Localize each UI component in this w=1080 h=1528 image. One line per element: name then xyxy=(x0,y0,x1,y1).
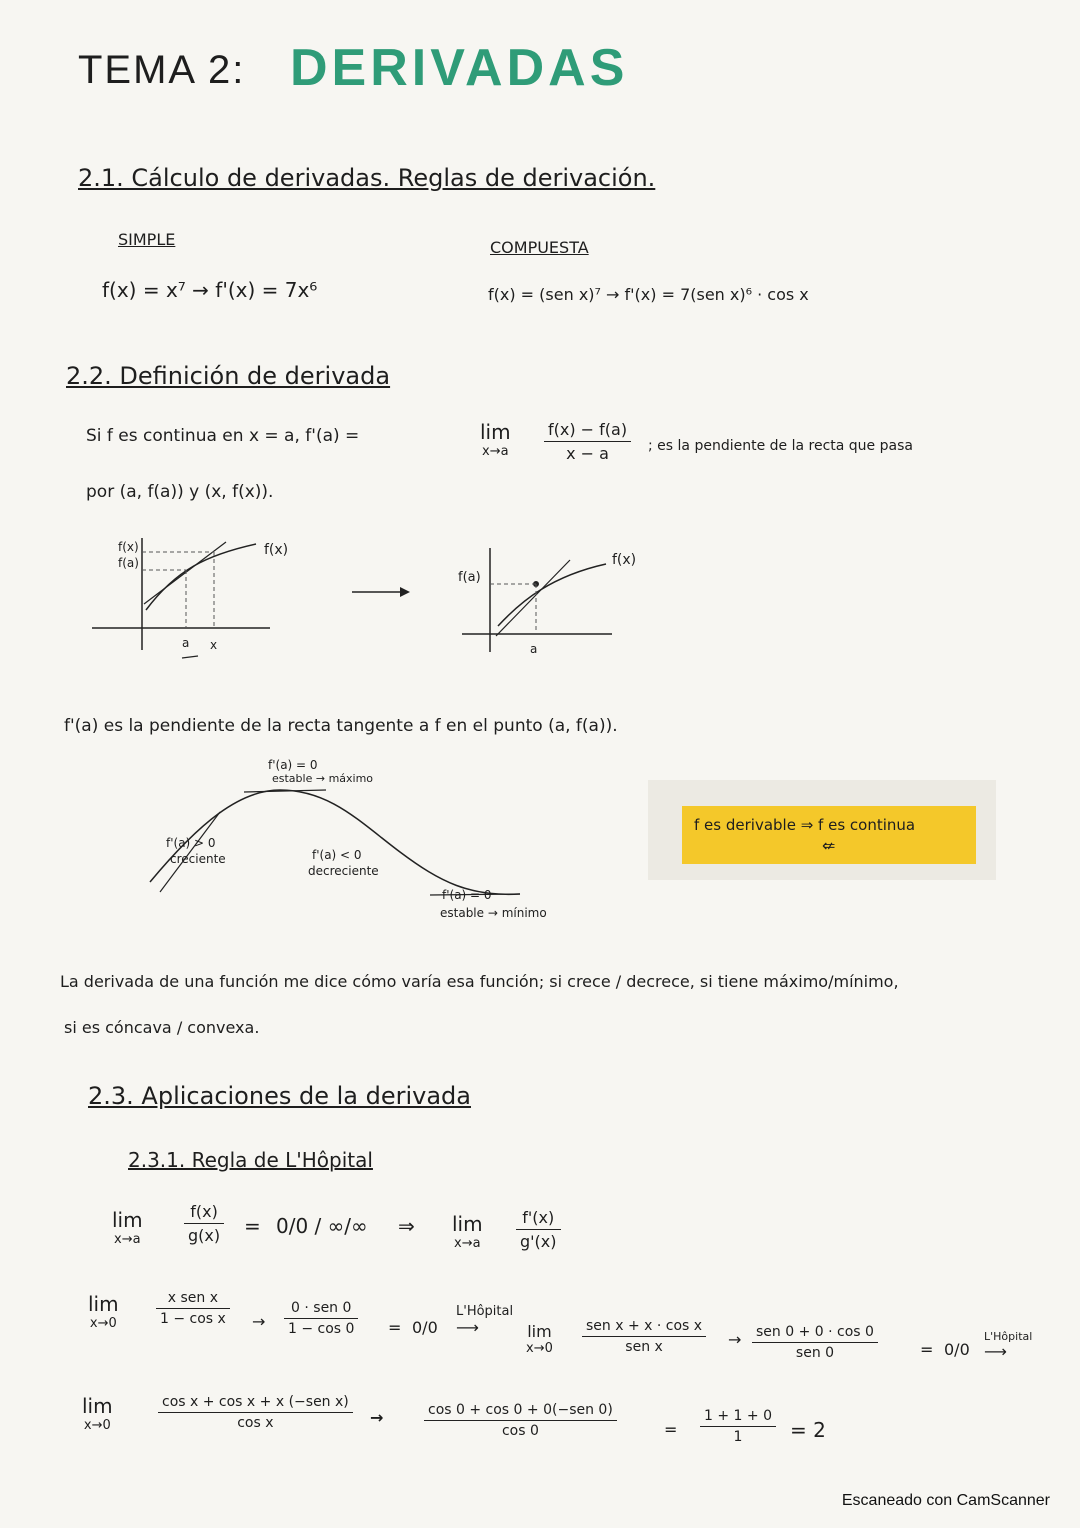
increasing-desc: creciente xyxy=(170,852,226,866)
ex2-limit: lim x→0 xyxy=(82,1394,113,1433)
ex1-arrow-2: ⟶ xyxy=(456,1318,479,1337)
page-title-prefix: TEMA 2: xyxy=(78,48,246,92)
derivable-note xyxy=(682,806,976,864)
min-label: f'(a) = 0 xyxy=(442,888,492,902)
decreasing-label: f'(a) < 0 xyxy=(312,848,362,862)
ex1-hopital-label: L'Hôpital xyxy=(456,1304,514,1319)
ex2-equals: = xyxy=(664,1420,678,1439)
section-heading-2-1: 2.1. Cálculo de derivadas. Reglas de derivación. xyxy=(78,164,656,192)
rule-fraction: $\frac{f(x)}{g(x)}$ xyxy=(184,1202,224,1245)
difference-quotient: $\frac{f(x) - f(a)}{x - a}$ xyxy=(544,420,631,463)
rule-limit-2: lim x→a xyxy=(452,1212,483,1251)
ex2-fraction-2: cos 0 + cos 0 + 0(−sen 0) cos 0 xyxy=(424,1402,617,1439)
compuesta-label: COMPUESTA xyxy=(490,238,589,257)
rule-limit: lim x→a xyxy=(112,1208,143,1247)
simple-expression: f(x) = x⁷ → f'(x) = 7x⁶ xyxy=(102,278,318,302)
graph1-a-label: a xyxy=(182,636,190,650)
ex1-equals-2: = xyxy=(920,1340,934,1359)
rule-fraction-2: $\frac{f'(x)}{g'(x)}$ xyxy=(516,1208,561,1251)
derivable-note-text: f es derivable ⇒ f es continua xyxy=(694,816,916,834)
graph1-x-label: x xyxy=(210,638,218,652)
ex1-arrow-4: ⟶ xyxy=(984,1342,1007,1361)
ex1-hopital-label-2: L'Hôpital xyxy=(984,1330,1033,1343)
ex1-fraction-4: sen 0 + 0 · cos 0 sen 0 xyxy=(752,1324,878,1361)
ex1-indeterminate-2: 0/0 xyxy=(944,1340,970,1359)
rule-equals: = xyxy=(244,1214,261,1238)
page-title: DERIVADAS xyxy=(290,39,629,97)
increasing-label: f'(a) > 0 xyxy=(166,836,216,850)
graph1-fa-label: f(a) xyxy=(118,556,139,570)
section-heading-2-3: 2.3. Aplicaciones de la derivada xyxy=(88,1082,471,1110)
max-label: f'(a) = 0 xyxy=(268,758,318,772)
min-label-desc: estable → mínimo xyxy=(440,906,547,920)
rule-indeterminate-forms: 0/0 / ∞/∞ xyxy=(276,1214,368,1238)
compuesta-expression: f(x) = (sen x)⁷ → f'(x) = 7(sen x)⁶ · cos x xyxy=(488,285,809,304)
ex1-arrow-1: → xyxy=(252,1312,266,1331)
ex1-arrow-3: → xyxy=(728,1330,742,1349)
tangent-statement: f'(a) es la pendiente de la recta tangente a f en el punto (a, f(a)). xyxy=(64,716,618,736)
graph2-fa-label: f(a) xyxy=(458,570,481,585)
derivable-note-reverse: ⇍ xyxy=(822,836,836,855)
graph1-curve-label: f(x) xyxy=(264,542,289,558)
ex1-fraction-3: sen x + x · cos x sen x xyxy=(582,1318,706,1355)
derivative-paragraph-2: si es cóncava / convexa. xyxy=(64,1018,260,1037)
decreasing-desc: decreciente xyxy=(308,864,379,878)
section-heading-2-2: 2.2. Definición de derivada xyxy=(66,362,391,390)
transition-arrow xyxy=(350,584,414,600)
graph2-curve-label: f(x) xyxy=(612,552,637,568)
ex2-fraction: cos x + cos x + x (−sen x) cos x xyxy=(158,1394,353,1431)
ex2-arrow: → xyxy=(370,1408,384,1427)
subsection-heading-2-3-1: 2.3.1. Regla de L'Hôpital xyxy=(128,1148,373,1172)
ex2-result: = 2 xyxy=(790,1418,826,1442)
ex1-limit-2: lim x→0 xyxy=(526,1322,553,1356)
ex1-fraction-2: 0 · sen 0 1 − cos 0 xyxy=(284,1300,358,1337)
max-label-desc: estable → máximo xyxy=(272,772,374,785)
definition-line-1: Si f es continua en x = a, f'(a) = xyxy=(86,426,360,446)
definition-line-1-end: ; es la pendiente de la recta que pasa xyxy=(648,438,913,454)
ex1-equals-1: = xyxy=(388,1318,402,1337)
scanner-watermark: Escaneado con CamScanner xyxy=(841,1492,1050,1509)
ex1-indeterminate: 0/0 xyxy=(412,1318,438,1337)
simple-label: SIMPLE xyxy=(118,230,176,249)
graph2-a-label: a xyxy=(530,642,538,656)
graph1-fx-label: f(x) xyxy=(118,540,139,554)
derivative-paragraph-1: La derivada de una función me dice cómo varía esa función; si crece / decrece, si tiene máximo/mínimo, xyxy=(60,972,899,991)
ex1-fraction: x sen x 1 − cos x xyxy=(156,1290,230,1327)
rule-implies: ⇒ xyxy=(398,1214,415,1238)
ex1-limit: lim x→0 xyxy=(88,1292,119,1331)
definition-limit: lim x→a xyxy=(480,420,511,459)
definition-line-2: por (a, f(a)) y (x, f(x)). xyxy=(86,482,274,502)
ex2-fraction-3: $\frac{1 + 1 + 0}{1}$ xyxy=(700,1408,776,1445)
